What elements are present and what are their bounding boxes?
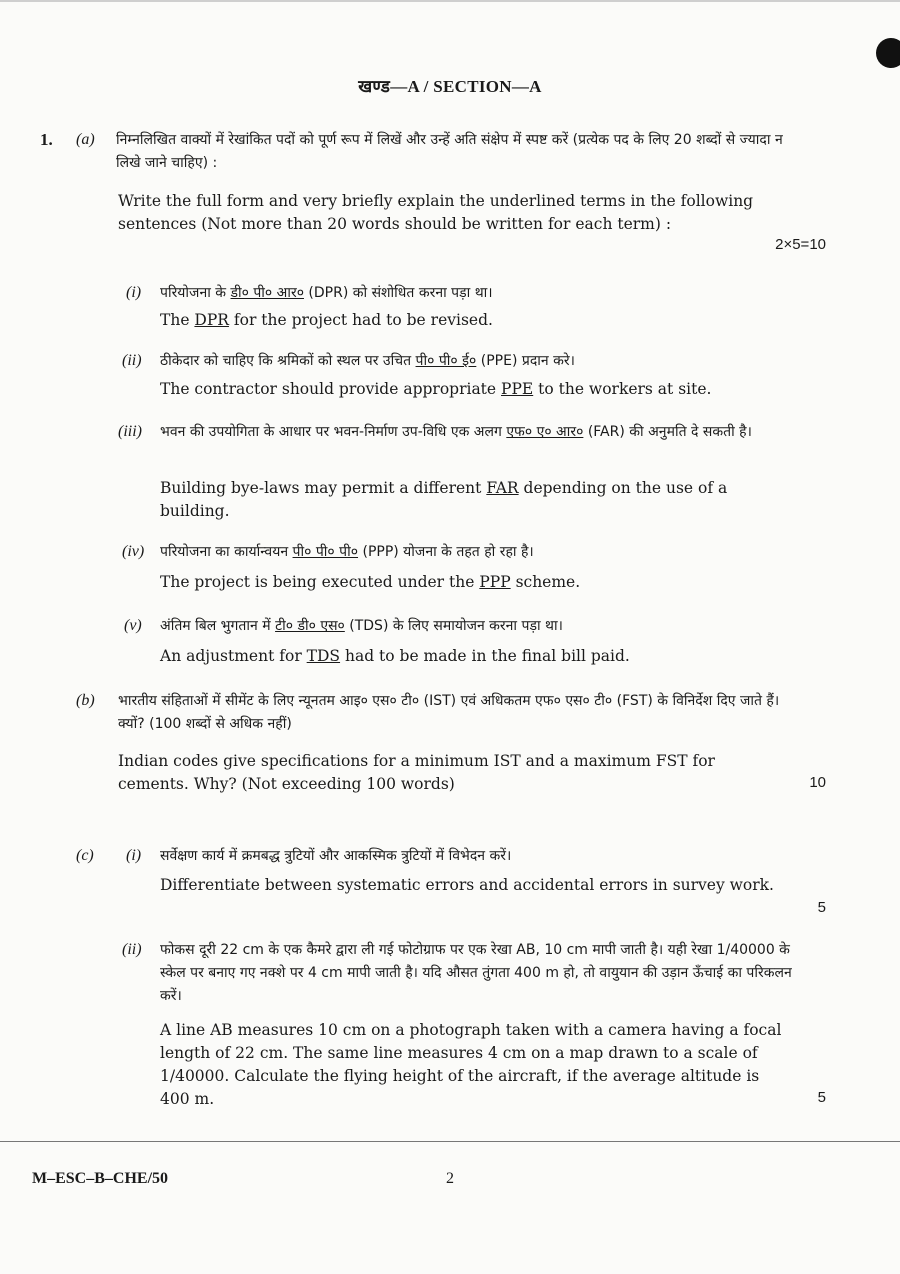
footer-rule [0,1141,900,1142]
question-number: 1. [40,130,53,149]
item-iv-english: The project is being executed under the PPP scheme. [160,573,581,591]
top-rule [0,0,900,2]
part-c-ii-hindi: फोकस दूरी 22 cm के एक कैमरे द्वारा ली गई फोटोग्राफ पर एक रेखा AB, 10 cm मापी जाती है। यही रेखा 1/40000 के स्केल पर बनाए गए नक्शे पर 4 cm मापी जाती है। यदि औसत तुंगता 400 m हो, तो वायुयान की उड़ान ऊँचाई का परिकलन करें। [160,942,792,1004]
part-b-marks: 10 [809,774,826,791]
part-a-label: (a) [76,131,95,148]
part-b-hindi: भारतीय संहिताओं में सीमेंट के लिए न्यूनतम आइ० एस० टी० (IST) एवं अधिकतम एफ० एस० टी० (FST) के विनिर्देश दिए जाते हैं। क्यों? (100 शब्दों से अधिक नहीं) [118,693,780,732]
part-a-hindi: निम्नलिखित वाक्यों में रेखांकित पदों को पूर्ण रूप में लिखें और उन्हें अति संक्षेप में स्पष्ट करें (प्रत्येक पद के लिए 20 शब्दों से ज्यादा न लिखे जाने चाहिए) : [116,132,783,171]
part-c-i-marks: 5 [817,899,826,916]
part-c-i-english: Differentiate between systematic errors and accidental errors in survey work. [160,876,774,894]
item-ii-hindi: ठीकेदार को चाहिए कि श्रमिकों को स्थल पर उचित पी० पी० ई० (PPE) प्रदान करे। [160,353,575,369]
part-b-label: (b) [76,692,95,709]
section-title: खण्ड—A / SECTION—A [358,77,542,96]
part-c-ii-english: A line AB measures 10 cm on a photograph taken with a camera having a focal length of 22 cm. The same line measures 4 cm on a map drawn to a scale of 1/40000. Calculate the flying height of the aircraft, if the average altitude is 400 m. [160,1021,782,1108]
item-ii-label: (ii) [122,352,142,369]
punch-hole-mark [876,38,900,68]
part-a-marks: 2×5=10 [775,236,826,253]
item-i-hindi: परियोजना के डी० पी० आर० (DPR) को संशोधित करना पड़ा था। [160,285,493,301]
part-c-i-label: (i) [126,847,142,864]
paper-code: M–ESC–B–CHE/50 [32,1170,169,1187]
item-v-english: An adjustment for TDS had to be made in the final bill paid. [160,647,630,665]
part-c-ii-marks: 5 [817,1089,826,1106]
part-a-english: Write the full form and very briefly explain the underlined terms in the following sentences (Not more than 20 words should be written for each term) : [118,192,754,233]
item-iii-hindi: भवन की उपयोगिता के आधार पर भवन-निर्माण उप-विधि एक अलग एफ० ए० आर० (FAR) की अनुमति दे सकती है। [160,424,752,440]
item-iv-label: (iv) [122,543,145,560]
item-iii-english: Building bye-laws may permit a different FAR depending on the use of a building. [160,479,728,520]
part-c-ii-label: (ii) [122,941,142,958]
item-ii-english: The contractor should provide appropriate PPE to the workers at site. [160,380,712,398]
item-iii-label: (iii) [118,423,142,440]
item-i-label: (i) [126,284,142,301]
item-iv-hindi: परियोजना का कार्यान्वयन पी० पी० पी० (PPP) योजना के तहत हो रहा है। [160,544,534,560]
item-v-hindi: अंतिम बिल भुगतान में टी० डी० एस० (TDS) के लिए समायोजन करना पड़ा था। [160,618,563,634]
item-v-label: (v) [124,617,142,634]
part-c-i-hindi: सर्वेक्षण कार्य में क्रमबद्ध त्रुटियों और आकस्मिक त्रुटियों में विभेदन करें। [160,848,512,864]
part-b-english: Indian codes give specifications for a minimum IST and a maximum FST for cements. Why? (Not exceeding 100 words) [118,752,715,793]
item-i-english: The DPR for the project had to be revised. [160,311,493,329]
part-c-label: (c) [76,847,94,864]
page-number: 2 [446,1170,454,1187]
